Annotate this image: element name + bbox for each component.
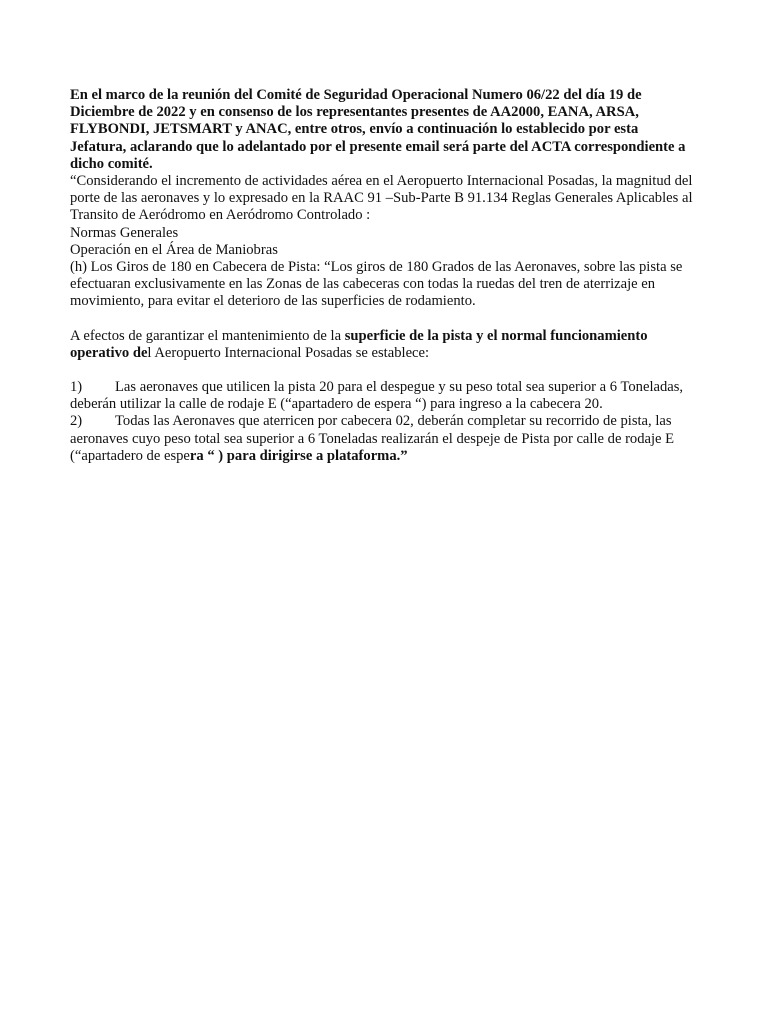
list-number: 1) (70, 379, 83, 396)
spacer (70, 311, 695, 328)
efectos-text-2: l Aeropuerto Internacional Posadas se establece: (147, 344, 430, 361)
considerando-paragraph: “Considerando el incremento de actividades aérea en el Aeropuerto Internacional Posadas, la magnitud del porte de las aeronaves y lo expresado en la RAAC 91 –Sub-Parte B 91.134 Reglas Generales Aplicables al Transito de Aeródromo en Aeródromo Controlado : (70, 173, 693, 224)
intro-paragraph: En el marco de la reunión del Comité de Seguridad Operacional Numero 06/22 del día 19 de Diciembre de 2022 y en consenso de los representantes presentes de AA2000, EANA, ARSA, FLYBONDI, JETSMART y ANAC, entre otros, envío a continuación lo establecido por esta Jefatura, aclarando que lo adelantado por el presente email será parte del ACTA correspondiente a dicho comité. (70, 87, 686, 172)
giros-paragraph: (h) Los Giros de 180 en Cabecera de Pista: “Los giros de 180 Grados de las Aeronaves, sobre las pista se efectuaran exclusivamente en las Zonas de las cabeceras con todas la ruedas del tren de aterrizaje en movimiento, para evitar el deterioro de las superficies de rodamiento. (70, 259, 683, 310)
list-text-bold: ra “ ) para dirigirse a plataforma.” (189, 447, 408, 464)
operacion-heading: Operación en el Área de Maniobras (70, 241, 278, 258)
list-text: Las aeronaves que utilicen la pista 20 para el despegue y su peso total sea superior a 6 Toneladas, deberán utilizar la calle de rodaje E (“apartadero de espera “) para ingreso a la cabecera 20. (70, 379, 684, 413)
list-text: Todas las Aeronaves que aterricen por cabecera 02, deberán completar su recorrido de pista, las aeronaves cuyo peso total sea superior a 6 Toneladas realizarán el despeje de Pista por calle de rodaje E (“apartadero de espe (70, 413, 675, 464)
normas-heading: Normas Generales (70, 224, 179, 241)
list-item (70, 379, 695, 413)
list-item (70, 413, 695, 465)
efectos-paragraph (70, 328, 695, 362)
list-number: 2) (70, 413, 83, 430)
efectos-bold: superficie de la pista y el normal funcionamiento operativo de (70, 327, 648, 361)
efectos-text-1: A efectos de garantizar el mantenimiento de la (70, 327, 345, 344)
document-body (70, 87, 695, 465)
spacer (70, 362, 695, 379)
